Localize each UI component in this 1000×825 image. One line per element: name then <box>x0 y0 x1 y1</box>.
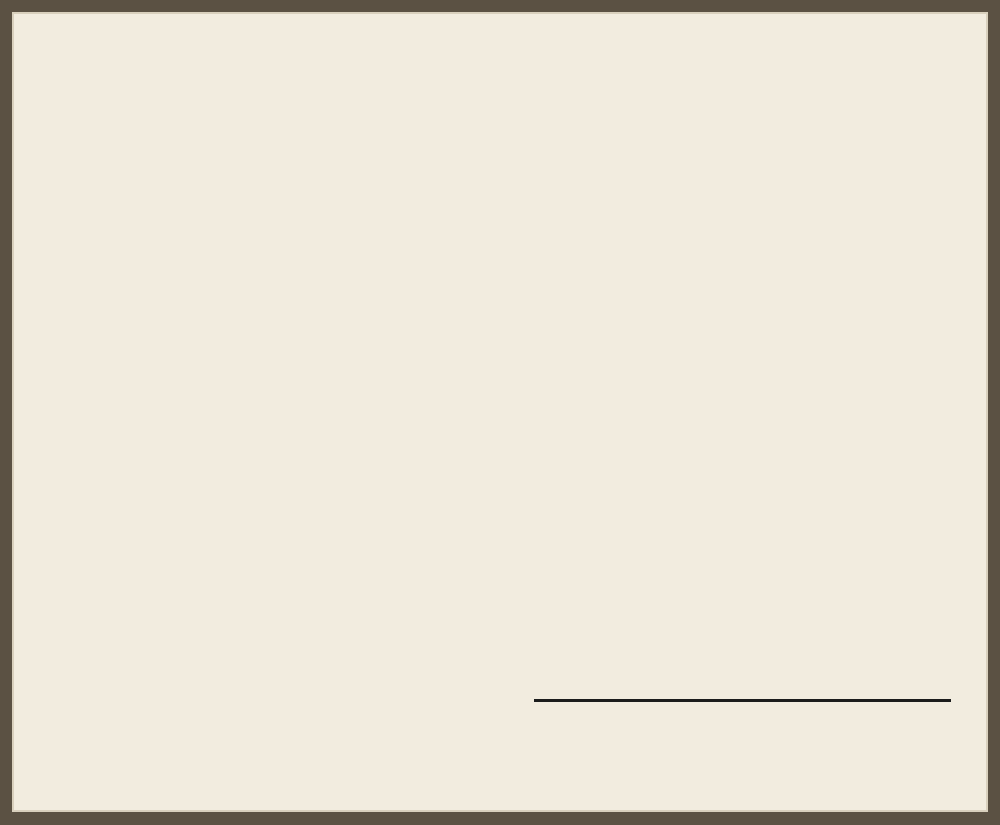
memorial-card <box>12 12 988 812</box>
divider-rule <box>534 699 951 702</box>
